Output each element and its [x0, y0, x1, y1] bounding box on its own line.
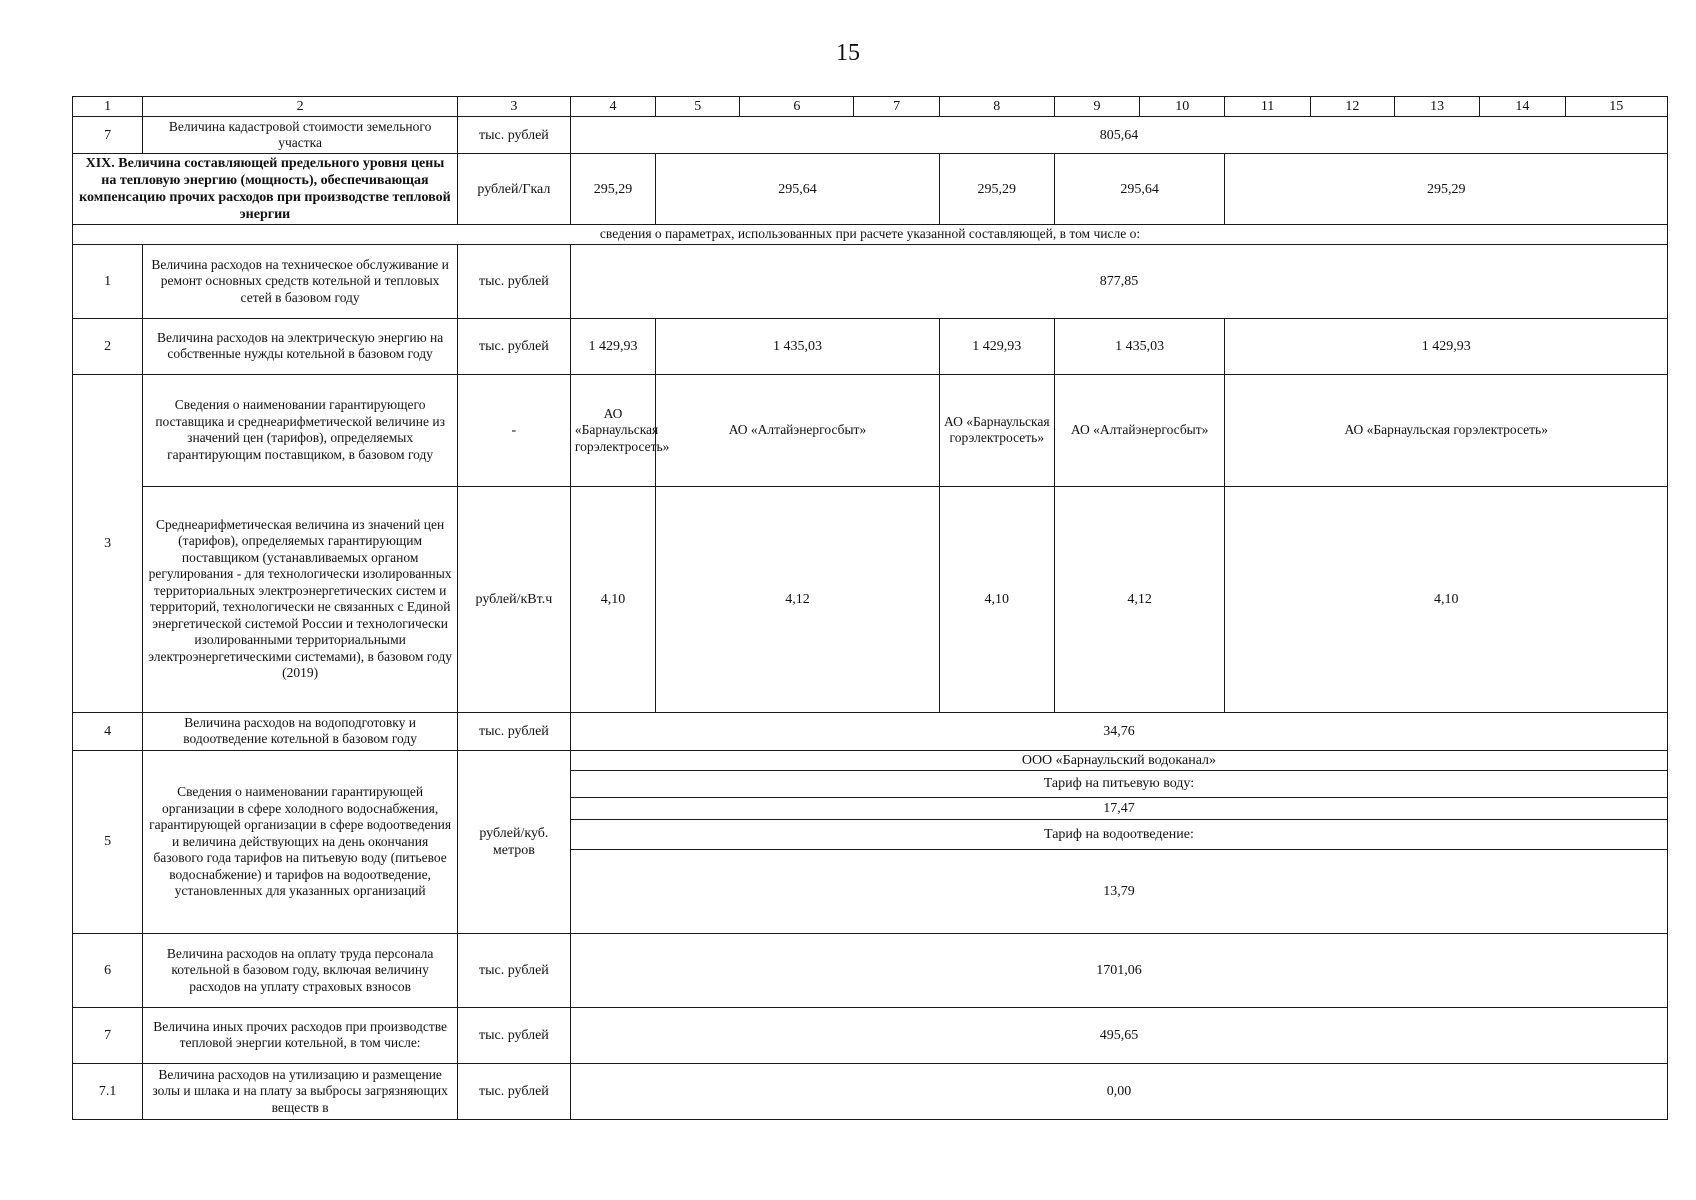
col-header: 2 [143, 97, 458, 117]
supplier-col8: АО «Барнаульская горэлектросеть» [939, 374, 1054, 486]
col-header: 10 [1140, 97, 1225, 117]
row-unit: тыс. рублей [457, 712, 570, 750]
row-description: Сведения о наименовании гарантирующей организации в сфере холодного водоснабжения, гарантирующей организации в сфере водоотведения и величина действующих на день окончания базового года тарифов на питьевую воду (питьевое водоснабжение) и тарифов на водоотведение, установленных для указанных организаций [143, 750, 458, 933]
table-row [73, 318, 1668, 374]
value-col5-7: 295,64 [656, 154, 940, 225]
row-unit: рублей/куб. метров [457, 750, 570, 933]
sewer-tariff-label: Тариф на водоотведение: [570, 819, 1667, 849]
col-header: 9 [1054, 97, 1139, 117]
value-col8: 4,10 [939, 486, 1054, 712]
col-header: 4 [570, 97, 655, 117]
row-value: 1701,06 [570, 933, 1667, 1007]
row-unit: тыс. рублей [457, 1007, 570, 1063]
value-col8: 295,29 [939, 154, 1054, 225]
row-value: 495,65 [570, 1007, 1667, 1063]
col-header: 7 [854, 97, 939, 117]
supplier-col9-10: АО «Алтайэнергосбыт» [1054, 374, 1225, 486]
row-unit: - [457, 374, 570, 486]
column-number-row [73, 97, 1668, 117]
row-description: Величина расходов на электрическую энергию на собственные нужды котельной в базовом году [143, 318, 458, 374]
value-col9-10: 295,64 [1054, 154, 1225, 225]
water-org: ООО «Барнаульский водоканал» [570, 750, 1667, 770]
tariff-table [72, 96, 1668, 1120]
row-value: 34,76 [570, 712, 1667, 750]
col-header: 5 [656, 97, 740, 117]
value-col4: 4,10 [570, 486, 655, 712]
value-col4: 1 429,93 [570, 318, 655, 374]
col-header: 3 [457, 97, 570, 117]
row-unit: тыс. рублей [457, 117, 570, 154]
value-col4: 295,29 [570, 154, 655, 225]
row-number: 6 [73, 933, 143, 1007]
row-number: 7 [73, 117, 143, 154]
row-unit: тыс. рублей [457, 1063, 570, 1119]
row-description: Величина кадастровой стоимости земельного участка [143, 117, 458, 154]
value-col5-7: 1 435,03 [656, 318, 940, 374]
row-unit: тыс. рублей [457, 933, 570, 1007]
row-description: Среднеарифметическая величина из значений цен (тарифов), определяемых гарантирующим поставщиком (устанавливаемых органом регулирования - для технологически изолированных территориальных электроэнергетических систем и территорий, технологически не связанных с Единой энергетической системой России и технологически изолированными территориальными электроэнергетическими системами), в базовом году (2019) [143, 486, 458, 712]
table-row [73, 712, 1668, 750]
value-col11-15: 295,29 [1225, 154, 1668, 225]
value-col9-10: 4,12 [1054, 486, 1225, 712]
row-number: 4 [73, 712, 143, 750]
sewer-tariff-value: 13,79 [570, 849, 1667, 933]
row-value: 877,85 [570, 244, 1667, 318]
page-number: 15 [836, 40, 860, 66]
row-description: Величина расходов на оплату труда персонала котельной в базовом году, включая величину расходов на уплату страховых взносов [143, 933, 458, 1007]
note-row [73, 225, 1668, 244]
row-description: Величина иных прочих расходов при производстве тепловой энергии котельной, в том числе: [143, 1007, 458, 1063]
col-header: 13 [1394, 97, 1479, 117]
table-row [73, 933, 1668, 1007]
col-header: 12 [1310, 97, 1394, 117]
row-number: 2 [73, 318, 143, 374]
table-row [73, 244, 1668, 318]
water-tariff-value: 17,47 [570, 797, 1667, 819]
value-col8: 1 429,93 [939, 318, 1054, 374]
table-row [73, 1063, 1668, 1119]
row-value: 805,64 [570, 117, 1667, 154]
table-row [73, 117, 1668, 154]
row-number: 1 [73, 244, 143, 318]
table-row [73, 750, 1668, 770]
row-description: Величина расходов на утилизацию и размещение золы и шлака и на плату за выбросы загрязняющих веществ в [143, 1063, 458, 1119]
supplier-col11-15: АО «Барнаульская горэлектросеть» [1225, 374, 1668, 486]
col-header: 8 [939, 97, 1054, 117]
table-row [73, 1007, 1668, 1063]
col-header: 11 [1225, 97, 1310, 117]
row-number: 3 [73, 374, 143, 712]
row-value: 0,00 [570, 1063, 1667, 1119]
col-header: 15 [1565, 97, 1668, 117]
col-header: 14 [1480, 97, 1565, 117]
value-col5-7: 4,12 [656, 486, 940, 712]
supplier-col4: АО «Барнаульская горэлектросеть» [570, 374, 655, 486]
row-number: 7.1 [73, 1063, 143, 1119]
row-number: 5 [73, 750, 143, 933]
section-row [73, 154, 1668, 225]
row-description: Величина расходов на техническое обслуживание и ремонт основных средств котельной и тепловых сетей в базовом году [143, 244, 458, 318]
row-number: 7 [73, 1007, 143, 1063]
row-unit: тыс. рублей [457, 318, 570, 374]
row-unit: рублей/Гкал [457, 154, 570, 225]
table-row [73, 374, 1668, 486]
supplier-col5-7: АО «Алтайэнергосбыт» [656, 374, 940, 486]
row-description: Величина расходов на водоподготовку и водоотведение котельной в базовом году [143, 712, 458, 750]
table-row [73, 486, 1668, 712]
params-note: сведения о параметрах, использованных при расчете указанной составляющей, в том числе о: [73, 225, 1668, 244]
water-tariff-label: Тариф на питьевую воду: [570, 770, 1667, 797]
col-header: 1 [73, 97, 143, 117]
row-unit: рублей/кВт.ч [457, 486, 570, 712]
value-col11-15: 1 429,93 [1225, 318, 1668, 374]
row-unit: тыс. рублей [457, 244, 570, 318]
section-title: XIX. Величина составляющей предельного уровня цены на тепловую энергию (мощность), обеспечивающая компенсацию прочих расходов при производстве тепловой энергии [73, 154, 458, 225]
value-col9-10: 1 435,03 [1054, 318, 1225, 374]
row-description: Сведения о наименовании гарантирующего поставщика и среднеарифметической величине из значений цен (тарифов), определяемых гарантирующим поставщиком, в базовом году [143, 374, 458, 486]
col-header: 6 [740, 97, 854, 117]
value-col11-15: 4,10 [1225, 486, 1668, 712]
